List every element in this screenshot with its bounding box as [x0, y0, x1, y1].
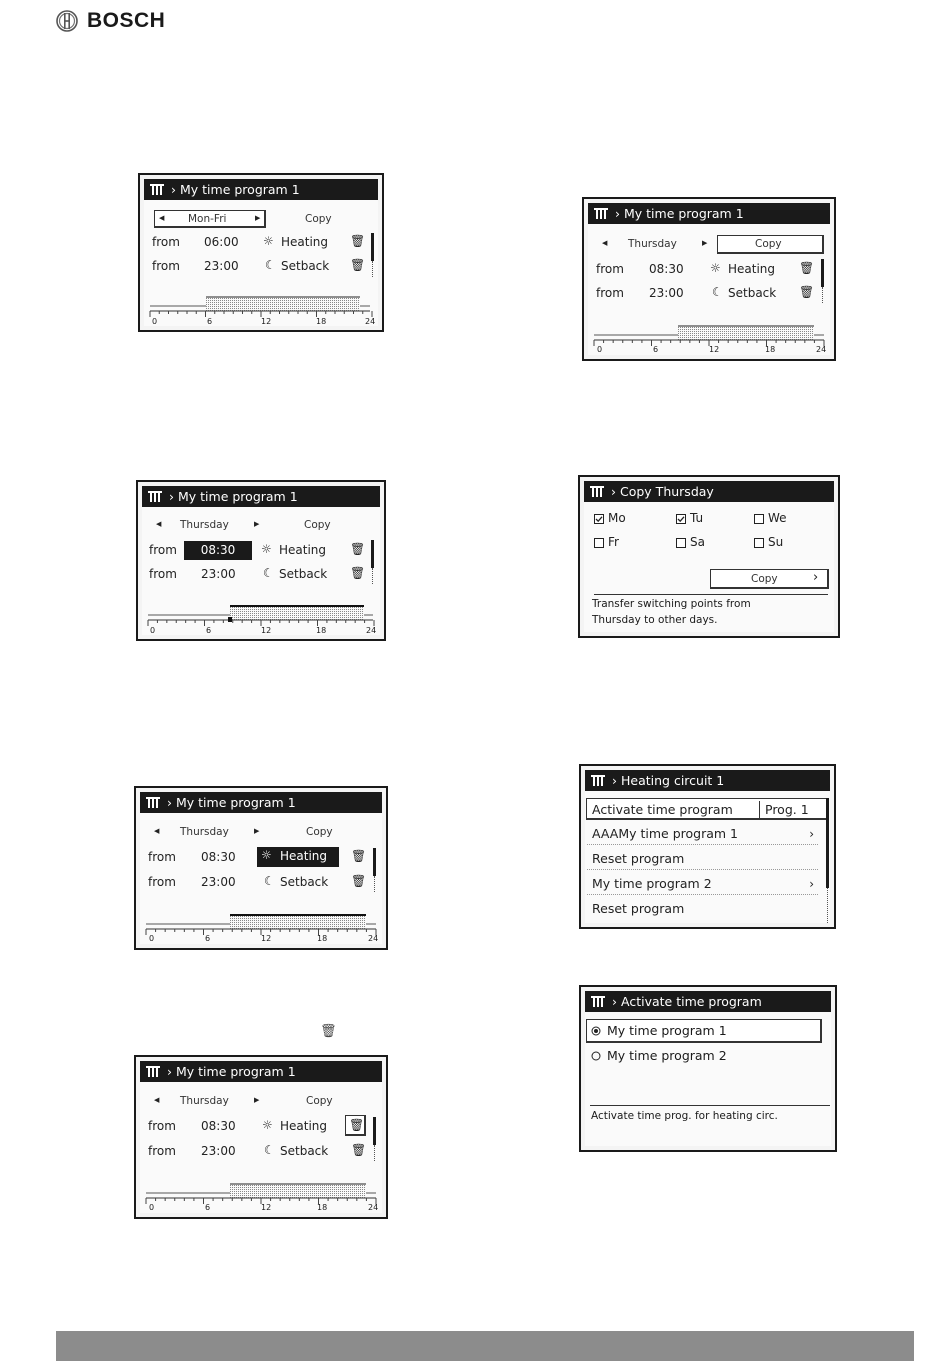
mode-label[interactable]: Setback: [281, 259, 330, 273]
trash-icon[interactable]: 🗑: [351, 849, 367, 863]
arrow-left-icon[interactable]: ◀: [156, 520, 162, 528]
menu-item-reset-program[interactable]: [587, 898, 818, 920]
scroll-track: [827, 888, 829, 923]
arrow-left-icon[interactable]: ◀: [159, 214, 165, 222]
menu-item-activate-time-program[interactable]: [586, 798, 828, 820]
arrow-right-icon[interactable]: ▶: [254, 1096, 260, 1104]
scroll-track: [372, 568, 374, 584]
moon-icon: ☾: [264, 874, 275, 888]
time-value[interactable]: 23:00: [201, 1144, 236, 1158]
time-value[interactable]: 23:00: [201, 567, 236, 581]
copy-button[interactable]: Copy: [306, 826, 333, 838]
arrow-right-icon[interactable]: ▶: [255, 214, 261, 222]
menu-item-label: Reset program: [592, 901, 685, 916]
day-label: Thursday: [628, 238, 677, 250]
description-line: Transfer switching points from: [592, 598, 751, 610]
day-label: Mon-Fri: [188, 213, 227, 225]
tick-label: 18: [317, 934, 328, 943]
description-line: Thursday to other days.: [592, 614, 718, 626]
from-label: from: [596, 286, 624, 300]
mode-label: Heating: [280, 849, 328, 863]
bosch-armature-logo-icon: [56, 10, 78, 32]
from-label: from: [596, 262, 624, 276]
arrow-right-icon[interactable]: ▶: [254, 520, 260, 528]
menu-item-reset-program[interactable]: [587, 848, 818, 870]
trash-icon[interactable]: 🗑: [350, 542, 366, 556]
from-label: from: [152, 235, 180, 249]
checkbox-empty-icon: [754, 538, 764, 548]
chevron-right-icon: ›: [813, 570, 819, 585]
tick-label: 0: [149, 1203, 155, 1212]
radio-option-label: My time program 2: [607, 1048, 727, 1063]
day-checkbox-label: Tu: [690, 511, 704, 525]
copy-button[interactable]: Copy: [305, 213, 332, 225]
tick-label: 12: [261, 317, 272, 326]
tick-label: 24: [366, 626, 377, 635]
day-checkbox-label: We: [768, 511, 787, 525]
heating-circuit-icon: [591, 996, 605, 1007]
screen-title-bar: [588, 203, 830, 224]
bosch-logo: [56, 8, 165, 34]
heating-circuit-icon: [146, 797, 160, 808]
radio-option-selected[interactable]: [586, 1019, 822, 1043]
heating-circuit-icon: [590, 486, 604, 497]
chevron-right-icon: ›: [169, 489, 174, 504]
screen-title: My time program 1: [176, 795, 296, 810]
scroll-track: [822, 287, 824, 303]
tick-label: 24: [368, 1203, 379, 1212]
menu-item-label: Reset program: [592, 851, 685, 866]
day-checkbox-label: Mo: [608, 511, 626, 525]
time-value[interactable]: 23:00: [204, 259, 239, 273]
arrow-right-icon[interactable]: ▶: [702, 239, 708, 247]
chevron-right-icon: ›: [809, 877, 814, 891]
tick-label: 6: [207, 317, 213, 326]
chevron-right-icon: ›: [612, 773, 617, 788]
tick-label: 0: [597, 345, 603, 354]
tick-label: 6: [205, 1203, 211, 1212]
tick-label: 0: [150, 626, 156, 635]
trash-icon: 🗑: [349, 1118, 365, 1132]
tick-label: 6: [205, 934, 211, 943]
time-value[interactable]: 08:30: [201, 850, 236, 864]
time-value[interactable]: 06:00: [204, 235, 239, 249]
menu-item-my-time-program-2[interactable]: [587, 873, 818, 895]
from-label: from: [152, 259, 180, 273]
screen-title-bar: [144, 179, 378, 200]
mode-label[interactable]: Heating: [280, 1119, 328, 1133]
tick-label: 12: [261, 934, 272, 943]
time-program-screen-monfri: [138, 173, 384, 332]
screen-title: My time program 1: [176, 1064, 296, 1079]
scrollbar[interactable]: [371, 540, 374, 568]
tick-label: 6: [206, 626, 212, 635]
moon-icon: ☾: [264, 1143, 275, 1157]
day-label: Thursday: [180, 1095, 229, 1107]
heating-circuit-icon: [148, 491, 162, 502]
trash-icon: 🗑: [320, 1024, 337, 1039]
mode-label[interactable]: Setback: [728, 286, 777, 300]
brand-name: BOSCH: [87, 9, 166, 32]
tick-label: 12: [709, 345, 720, 354]
tick-label: 18: [765, 345, 776, 354]
scrollbar[interactable]: [373, 848, 376, 876]
screen-title-bar: [142, 486, 380, 507]
screen-title: My time program 1: [180, 182, 300, 197]
chevron-right-icon: ›: [612, 994, 617, 1009]
day-checkbox-label: Su: [768, 535, 784, 549]
chevron-right-icon: ›: [171, 182, 176, 197]
radio-option-label: My time program 1: [607, 1023, 727, 1038]
time-program-screen-mode-edit: [134, 786, 388, 950]
copy-label: Copy: [755, 238, 782, 250]
divider: [759, 801, 760, 818]
arrow-left-icon[interactable]: ◀: [602, 239, 608, 247]
copy-label: Copy: [751, 573, 778, 585]
scroll-track: [374, 1145, 376, 1161]
screen-title-bar: [584, 481, 834, 502]
heating-circuit-screen: [579, 764, 836, 929]
sun-icon: ☼: [263, 234, 274, 248]
chevron-right-icon: ›: [167, 1064, 172, 1079]
radio-empty-icon: [591, 1051, 601, 1061]
moon-icon: ☾: [263, 566, 274, 580]
arrow-right-icon[interactable]: ▶: [254, 827, 260, 835]
tick-label: 12: [261, 1203, 272, 1212]
trash-icon[interactable]: 🗑: [351, 1143, 367, 1157]
heating-circuit-icon: [594, 208, 608, 219]
from-label: from: [148, 1144, 176, 1158]
day-selector[interactable]: [154, 210, 266, 228]
sun-icon: ☼: [261, 848, 272, 862]
tick-label: 0: [149, 934, 155, 943]
tick-label: 18: [316, 626, 327, 635]
arrow-left-icon[interactable]: ◀: [154, 827, 160, 835]
tick-label: 12: [261, 626, 272, 635]
tick-label: 24: [368, 934, 379, 943]
time-program-screen-delete: [134, 1055, 388, 1219]
trash-button-selected[interactable]: [345, 1115, 366, 1136]
radio-selected-icon: [591, 1026, 601, 1036]
menu-item-label: AAAMy time program 1: [592, 826, 739, 841]
mode-label[interactable]: Heating: [279, 543, 327, 557]
scrollbar[interactable]: [821, 259, 824, 287]
copy-day-screen: [578, 475, 840, 638]
trash-icon[interactable]: 🗑: [350, 566, 366, 580]
from-label: from: [149, 543, 177, 557]
sun-icon: ☼: [262, 1118, 273, 1132]
from-label: from: [149, 567, 177, 581]
screen-title: My time program 1: [624, 206, 744, 221]
checkbox-empty-icon: [754, 514, 764, 524]
footer-bar: [56, 1331, 914, 1361]
divider: [594, 594, 828, 595]
trash-icon[interactable]: 🗑: [799, 285, 815, 299]
chevron-right-icon: ›: [167, 795, 172, 810]
mode-label[interactable]: Heating: [728, 262, 776, 276]
time-value-selected[interactable]: 08:30: [184, 541, 252, 560]
screen-title-bar: [585, 770, 830, 791]
time-value[interactable]: 23:00: [201, 875, 236, 889]
heating-circuit-icon: [146, 1066, 160, 1077]
day-label: Thursday: [180, 826, 229, 838]
day-label: Thursday: [180, 519, 229, 531]
screen-title-bar: [585, 991, 831, 1012]
tick-label: 18: [316, 317, 327, 326]
mode-label[interactable]: Heating: [281, 235, 329, 249]
moon-icon: ☾: [712, 285, 723, 299]
screen-title: Copy Thursday: [620, 484, 714, 499]
from-label: from: [148, 875, 176, 889]
menu-item-my-time-program-1[interactable]: [587, 823, 818, 845]
trash-icon[interactable]: 🗑: [351, 874, 367, 888]
menu-item-value: Prog. 1: [765, 802, 809, 817]
description-text: Activate time prog. for heating circ.: [591, 1110, 778, 1122]
tick-label: 18: [317, 1203, 328, 1212]
moon-icon: ☾: [265, 258, 276, 272]
copy-confirm-button[interactable]: [710, 569, 829, 589]
heating-circuit-icon: [150, 184, 164, 195]
divider: [590, 1105, 830, 1106]
scrollbar[interactable]: [371, 233, 374, 261]
mode-label[interactable]: Setback: [280, 875, 329, 889]
screen-title: Activate time program: [621, 994, 762, 1009]
sun-icon: ☼: [261, 542, 272, 556]
arrow-left-icon[interactable]: ◀: [154, 1096, 160, 1104]
mode-selected[interactable]: [257, 847, 339, 867]
sun-icon: ☼: [710, 261, 721, 275]
scrollbar[interactable]: [826, 798, 829, 888]
checkbox-empty-icon: [676, 538, 686, 548]
day-checkbox-label: Sa: [690, 535, 705, 549]
chevron-right-icon: ›: [615, 206, 620, 221]
mode-label[interactable]: Setback: [280, 1144, 329, 1158]
checkbox-checked-icon: [594, 514, 604, 524]
chevron-right-icon: ›: [809, 827, 814, 841]
scroll-track: [372, 261, 374, 277]
checkbox-checked-icon: [676, 514, 686, 524]
tick-label: 24: [365, 317, 376, 326]
scrollbar[interactable]: [373, 1117, 376, 1145]
mode-label[interactable]: Setback: [279, 567, 328, 581]
from-label: from: [148, 1119, 176, 1133]
tick-label: 0: [152, 317, 158, 326]
time-value[interactable]: 08:30: [649, 262, 684, 276]
copy-button[interactable]: Copy: [304, 519, 331, 531]
screen-title-bar: [140, 1061, 382, 1082]
menu-item-label: My time program 2: [592, 876, 712, 891]
trash-icon[interactable]: 🗑: [350, 258, 366, 272]
copy-button[interactable]: Copy: [306, 1095, 333, 1107]
heating-circuit-icon: [591, 775, 605, 786]
tick-label: 24: [816, 345, 827, 354]
activate-time-program-screen: [579, 985, 837, 1152]
trash-icon[interactable]: 🗑: [799, 261, 815, 275]
chevron-right-icon: ›: [611, 484, 616, 499]
screen-title: My time program 1: [178, 489, 298, 504]
copy-button-selected[interactable]: [717, 235, 824, 254]
from-label: from: [148, 850, 176, 864]
screen-title-bar: [140, 792, 382, 813]
time-value[interactable]: 23:00: [649, 286, 684, 300]
time-program-screen-copy-focus: [582, 197, 836, 361]
tick-label: 6: [653, 345, 659, 354]
checkbox-empty-icon: [594, 538, 604, 548]
time-value[interactable]: 08:30: [201, 1119, 236, 1133]
day-checkbox-label: Fr: [608, 535, 619, 549]
menu-item-label: Activate time program: [592, 802, 733, 817]
time-program-screen-time-edit: [136, 480, 386, 641]
scroll-track: [374, 876, 376, 892]
radio-option[interactable]: [586, 1047, 822, 1069]
screen-title: Heating circuit 1: [621, 773, 725, 788]
trash-icon[interactable]: 🗑: [350, 234, 366, 248]
